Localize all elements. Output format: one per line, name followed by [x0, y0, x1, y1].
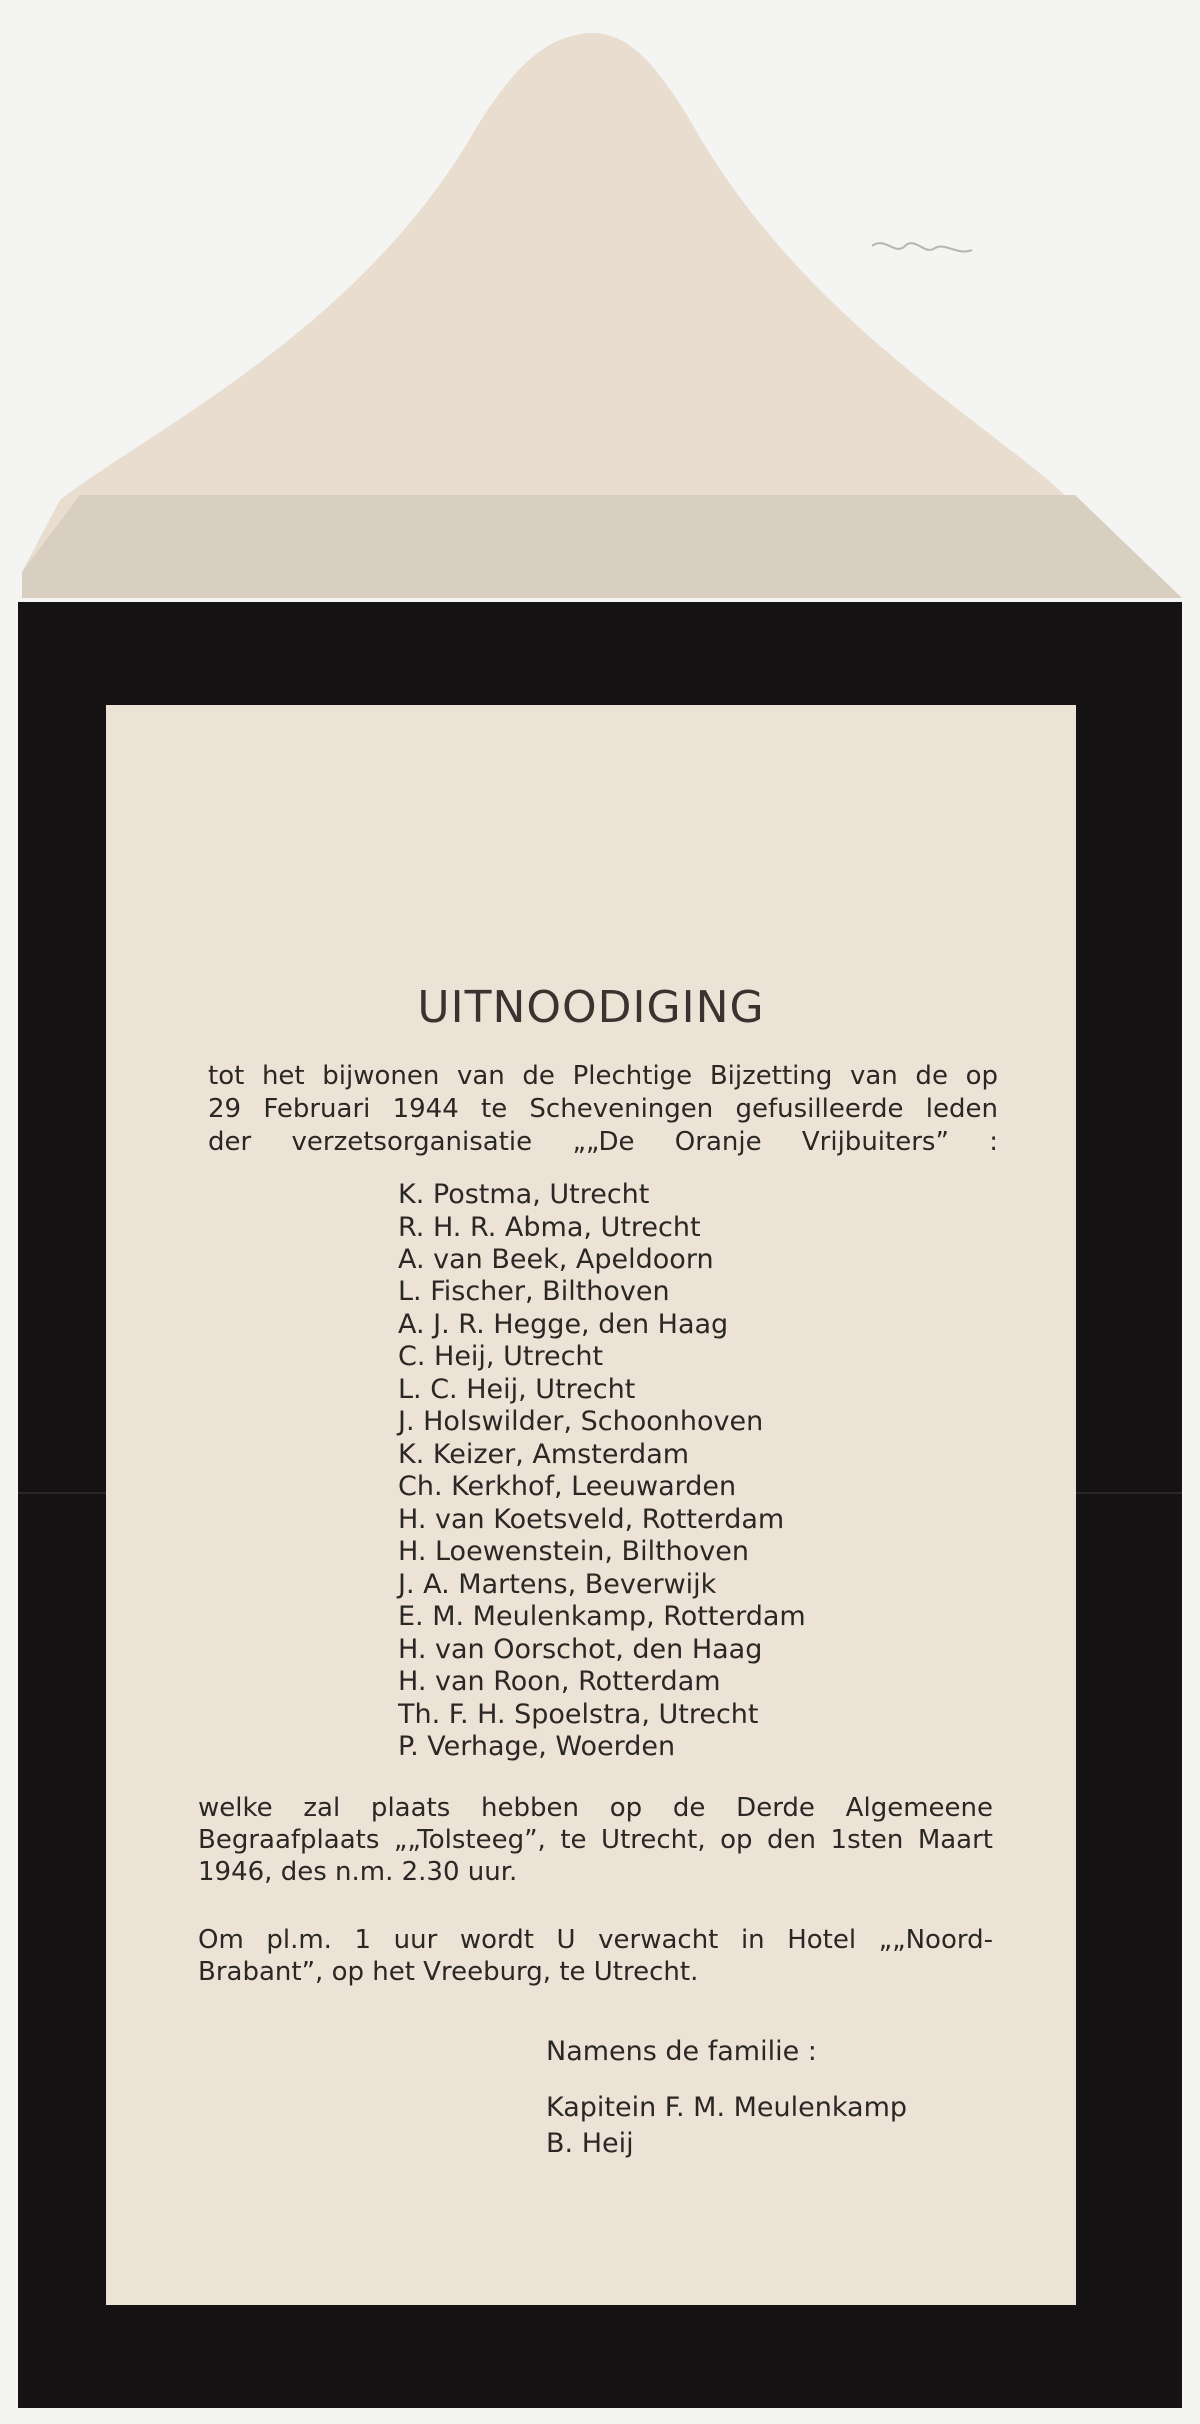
hotel-line: Brabant”, op het Vreeburg, te Utrecht. [198, 1957, 699, 1987]
member-name: K. Postma, Utrecht [398, 1179, 650, 1210]
ceremony-line: Begraafplaats „„Tolsteeg”, te Utrecht, op den 1sten Maart [198, 1825, 993, 1855]
signature-name: Kapitein F. M. Meulenkamp [546, 2092, 908, 2123]
member-name: H. van Roon, Rotterdam [398, 1666, 721, 1697]
member-name: R. H. R. Abma, Utrecht [398, 1212, 701, 1243]
member-name: P. Verhage, Woerden [398, 1731, 676, 1762]
member-name: H. Loewenstein, Bilthoven [398, 1536, 749, 1567]
pencil-mark [872, 243, 972, 251]
member-name: C. Heij, Utrecht [398, 1341, 604, 1372]
member-name: J. A. Martens, Beverwijk [398, 1569, 717, 1600]
intro-line: tot het bijwonen van de Plechtige Bijzetting van de op [208, 1061, 998, 1091]
intro-line: 29 Februari 1944 te Scheveningen gefusilleerde leden [208, 1094, 998, 1124]
member-name: A. van Beek, Apeldoorn [398, 1244, 714, 1275]
member-name: Th. F. H. Spoelstra, Utrecht [398, 1699, 759, 1730]
member-name: Ch. Kerkhof, Leeuwarden [398, 1471, 737, 1502]
member-name: E. M. Meulenkamp, Rotterdam [398, 1601, 806, 1632]
hotel-line: Om pl.m. 1 uur wordt U verwacht in Hotel „„Noord- [198, 1925, 993, 1955]
invitation-title: UITNOODIGING [417, 982, 765, 1033]
signature-name: B. Heij [546, 2128, 634, 2159]
member-name: L. C. Heij, Utrecht [398, 1374, 636, 1405]
invitation-card [106, 705, 1076, 2305]
member-name: L. Fischer, Bilthoven [398, 1276, 670, 1307]
member-name: K. Keizer, Amsterdam [398, 1439, 690, 1470]
member-name: A. J. R. Hegge, den Haag [398, 1309, 729, 1340]
member-name: H. van Koetsveld, Rotterdam [398, 1504, 785, 1535]
ceremony-line: 1946, des n.m. 2.30 uur. [198, 1857, 518, 1887]
envelope-glue-strip [22, 495, 1182, 598]
ceremony-line: welke zal plaats hebben op de Derde Algemeene [198, 1793, 993, 1823]
member-name: H. van Oorschot, den Haag [398, 1634, 763, 1665]
signature-label: Namens de familie : [546, 2036, 817, 2067]
member-name: J. Holswilder, Schoonhoven [398, 1406, 764, 1437]
intro-line: der verzetsorganisatie „„De Oranje Vrijbuiters” : [208, 1127, 998, 1157]
